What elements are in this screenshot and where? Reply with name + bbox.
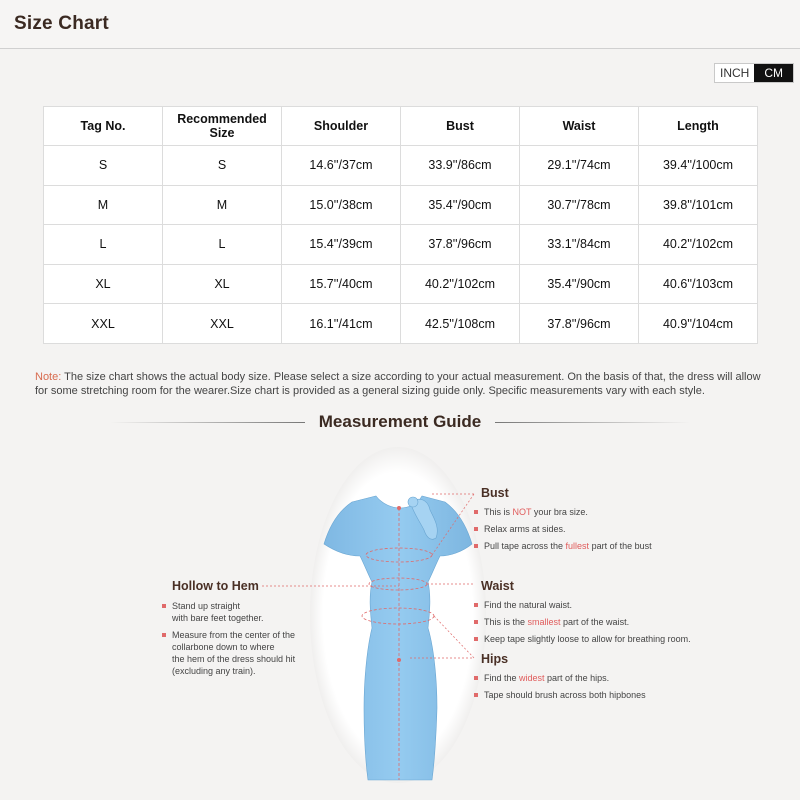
list-item: Stand up straight with bare feet together. xyxy=(160,600,340,624)
table-cell: 14.6''/37cm xyxy=(282,146,401,186)
table-cell: 37.8''/96cm xyxy=(520,304,639,344)
table-cell: S xyxy=(163,146,282,186)
size-table xyxy=(43,106,758,344)
table-cell: 42.5''/108cm xyxy=(401,304,520,344)
table-cell: XXL xyxy=(163,304,282,344)
column-header: Tag No. xyxy=(44,107,163,146)
table-cell: 40.9''/104cm xyxy=(639,304,758,344)
table-cell: M xyxy=(163,185,282,225)
list-item: Find the widest part of the hips. xyxy=(472,672,732,684)
guide-title: Measurement Guide xyxy=(318,412,482,431)
list-item: Relax arms at sides. xyxy=(472,523,732,535)
table-row xyxy=(44,304,758,344)
table-cell: 30.7''/78cm xyxy=(520,185,639,225)
guide-heading xyxy=(0,411,800,435)
column-header: Length xyxy=(639,107,758,146)
table-cell: 29.1''/74cm xyxy=(520,146,639,186)
column-header: Recommended Size xyxy=(163,107,282,146)
table-cell: 33.9''/86cm xyxy=(401,146,520,186)
table-cell: 35.4''/90cm xyxy=(520,264,639,304)
list-item: Find the natural waist. xyxy=(472,599,752,611)
table-cell: 39.8''/101cm xyxy=(639,185,758,225)
list-item: Pull tape across the fullest part of the bust xyxy=(472,540,732,552)
bust-title: Bust xyxy=(481,486,509,500)
table-row xyxy=(44,225,758,265)
bust-callout xyxy=(472,506,732,557)
table-cell: XL xyxy=(44,264,163,304)
ruffle-knot xyxy=(408,497,418,507)
table-header-row xyxy=(44,107,758,146)
table-cell: 40.2''/102cm xyxy=(639,225,758,265)
table-cell: M xyxy=(44,185,163,225)
unit-toggle[interactable] xyxy=(714,63,794,83)
table-cell: 35.4''/90cm xyxy=(401,185,520,225)
table-cell: 15.0''/38cm xyxy=(282,185,401,225)
divider xyxy=(495,422,690,423)
page-title: Size Chart xyxy=(14,13,109,34)
header-bar xyxy=(0,0,800,49)
hips-callout xyxy=(472,672,732,706)
unit-inch-button[interactable]: INCH xyxy=(720,66,750,80)
table-cell: 15.7''/40cm xyxy=(282,264,401,304)
table-cell: 33.1''/84cm xyxy=(520,225,639,265)
list-item: Keep tape slightly loose to allow for breathing room. xyxy=(472,633,752,645)
list-item: Measure from the center of the collarbone down to where the hem of the dress should hit (excluding any train). xyxy=(160,629,340,677)
table-row xyxy=(44,146,758,186)
divider xyxy=(110,422,305,423)
table-row xyxy=(44,185,758,225)
note-text: The size chart shows the actual body size. Please select a size according to your actual measurement. On the basis of that, the dress will allow for some stretching room for the wearer.Size chart is provided as a general sizing guide only. Specific measurements vary with each style. xyxy=(35,371,761,397)
note-label: Note: xyxy=(35,371,62,383)
waist-title: Waist xyxy=(481,579,514,593)
table-cell: S xyxy=(44,146,163,186)
list-item: This is NOT your bra size. xyxy=(472,506,732,518)
table-cell: 37.8''/96cm xyxy=(401,225,520,265)
size-note xyxy=(35,370,775,398)
table-cell: 15.4''/39cm xyxy=(282,225,401,265)
table-cell: XL xyxy=(163,264,282,304)
column-header: Shoulder xyxy=(282,107,401,146)
table-cell: 16.1''/41cm xyxy=(282,304,401,344)
table-cell: 40.6''/103cm xyxy=(639,264,758,304)
unit-cm-button[interactable]: CM xyxy=(754,64,793,82)
hips-title: Hips xyxy=(481,652,509,666)
column-header: Bust xyxy=(401,107,520,146)
table-cell: 40.2''/102cm xyxy=(401,264,520,304)
table-cell: L xyxy=(163,225,282,265)
hollow-callout xyxy=(160,600,340,682)
waist-callout xyxy=(472,599,752,650)
hollow-title: Hollow to Hem xyxy=(172,579,259,593)
table-cell: 39.4''/100cm xyxy=(639,146,758,186)
column-header: Waist xyxy=(520,107,639,146)
list-item: Tape should brush across both hipbones xyxy=(472,689,732,701)
list-item: This is the smallest part of the waist. xyxy=(472,616,752,628)
table-row xyxy=(44,264,758,304)
table-cell: XXL xyxy=(44,304,163,344)
table-cell: L xyxy=(44,225,163,265)
